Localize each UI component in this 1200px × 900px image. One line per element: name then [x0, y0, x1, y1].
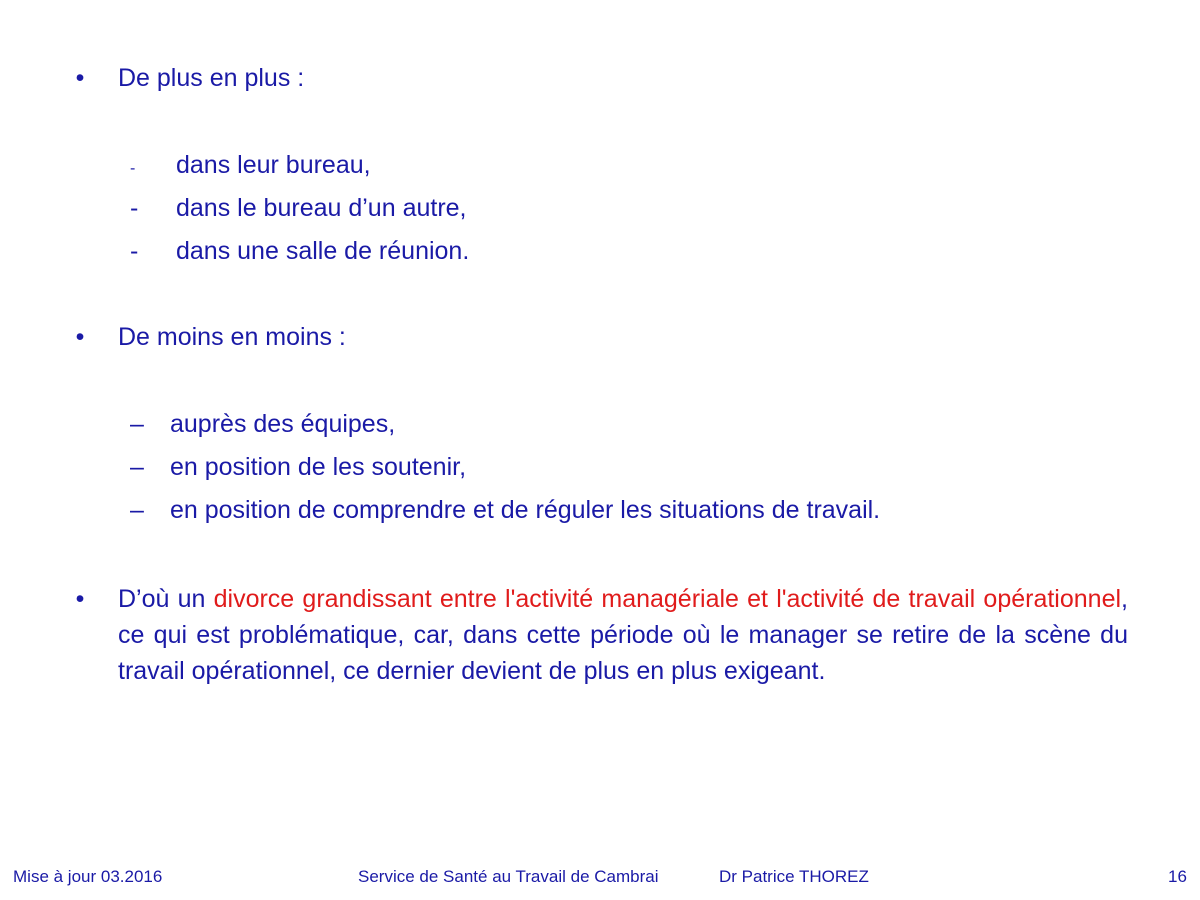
dash-marker: -	[130, 237, 139, 265]
dash-marker: –	[130, 453, 144, 481]
footer-organization: Service de Santé au Travail de Cambrai	[358, 867, 659, 886]
dash-marker: -	[130, 160, 136, 177]
conclusion-text-before: D’où un	[118, 585, 214, 613]
conclusion-text-after: , ce qui est problématique, car, dans cette période où le manager se retire de la scène du travail opérationnel, ce dernier devient de plus en plus exigeant.	[118, 585, 1128, 685]
list-item-text: dans une salle de réunion.	[176, 237, 470, 265]
list-item-text: en position de comprendre et de réguler les situations de travail.	[170, 496, 881, 524]
dash-marker: –	[130, 410, 144, 438]
dash-marker: –	[130, 496, 144, 524]
list-item-text: dans le bureau d’un autre,	[176, 194, 467, 222]
list-item-text: dans leur bureau,	[176, 151, 371, 179]
list-item-text: auprès des équipes,	[170, 410, 396, 438]
bullet-marker: •	[75, 323, 85, 351]
footer-page-number: 16	[1168, 867, 1187, 886]
conclusion-paragraph	[118, 581, 1128, 689]
bullet-marker: •	[75, 585, 85, 613]
conclusion-highlight: divorce grandissant entre l'activité managériale et l'activité de travail opérationnel	[213, 585, 1122, 613]
footer-author: Dr Patrice THOREZ	[719, 867, 869, 886]
bullet-heading: De plus en plus :	[118, 64, 305, 92]
bullet-marker: •	[75, 64, 85, 92]
bullet-heading: De moins en moins :	[118, 323, 346, 351]
dash-marker: -	[130, 194, 139, 222]
footer-update-date: Mise à jour 03.2016	[13, 867, 163, 886]
list-item-text: en position de les soutenir,	[170, 453, 467, 481]
